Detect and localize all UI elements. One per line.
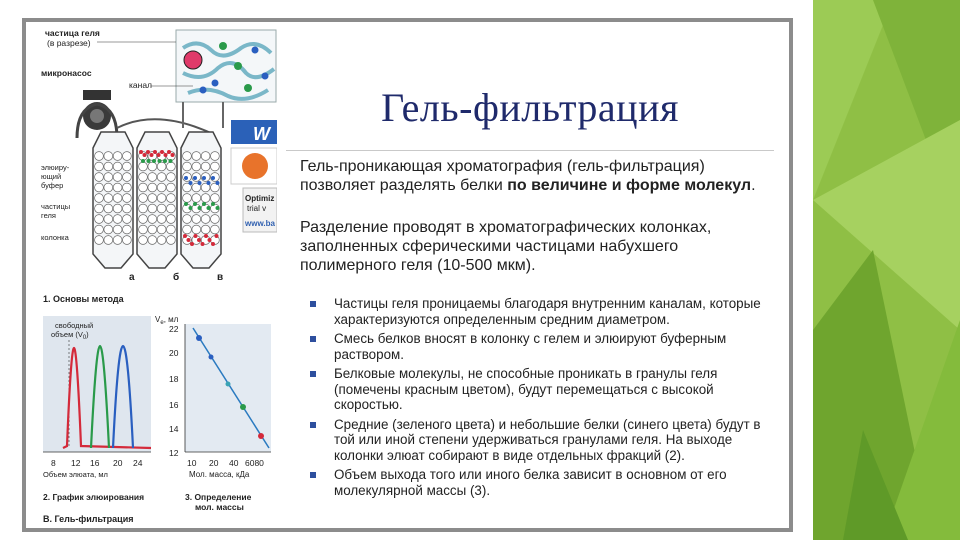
mass-point-blue [196,335,202,341]
micropump-icon [77,90,117,138]
caption-elution: 2. График элюирования [43,492,145,502]
caption-mass-2: мол. массы [195,502,244,512]
y-tick-16: 16 [169,400,179,410]
svg-text:Ve, мл: $V_e$, мл [155,315,179,326]
y-tick-22: 22 [169,324,179,334]
chromatography-columns [93,132,221,268]
label-in-section: (в разрезе) [47,38,91,48]
paragraph-intro: Гель-проникающая хроматография (гель-фильтрация) позволяет разделять белки по величине и форме молекул. [300,158,756,194]
label-channel: канал [129,80,153,90]
svg-text:W: W [253,124,270,144]
caption-mass-1: 3. Определение [185,492,252,502]
decorative-green-sidebar [813,0,960,540]
bullet-square-icon [310,422,316,428]
overlay-text-2: trial v [247,204,267,213]
overlay-text-3: www.ba [245,219,275,228]
list-item: Смесь белков вносят в колонку с гелем и элюируют буферным раствором. [310,331,766,362]
list-item: Средние (зеленого цвета) и небольшие белки (синего цвета) будут в той или иной степени удерживаться гранулами геля. На выходе колонки элюат собирают в виде отдельных фракций (2). [310,417,766,464]
list-item: Белковые молекулы, не способные проникать в гранулы геля (помечены красным цветом), будут перемещаться с высокой скоростью. [310,366,766,413]
column-letter-v: в [217,272,224,283]
column-2 [181,132,221,268]
elution-tick-16: 16 [90,458,100,468]
y-tick-14: 14 [169,424,179,434]
slide-title: Гель-фильтрация [381,85,679,130]
bullet-square-icon [310,371,316,377]
title-divider [286,150,774,151]
bullet-square-icon [310,301,316,307]
column-1 [137,132,177,268]
elution-tick-20: 20 [113,458,123,468]
label-eluting-2: ющий [41,172,62,181]
elution-tick-24: 24 [133,458,143,468]
caption-gel-filtration: В. Гель-фильтрация [43,514,134,524]
label-gel-particle: частица геля [45,28,100,38]
column-letter-b: б [173,272,180,283]
y-tick-18: 18 [169,374,179,384]
elution-axis-label: Объем элюата, мл [43,470,108,479]
gel-filtration-figure [33,28,277,526]
x-tick-20: 20 [209,458,219,468]
trial-overlay [231,120,277,232]
caption-method: 1. Основы метода [43,294,124,304]
list-item: Частицы геля проницаемы благодаря внутренним каналам, которые характеризуются определенным средним диаметром. [310,296,766,327]
y-tick-12: 12 [169,448,179,458]
label-eluting: элюиру- [41,163,70,172]
mass-point-red [258,433,264,439]
label-gel-particles-2: геля [41,211,56,220]
gel-particle-section [176,30,276,102]
label-gel-particles: частицы [41,202,71,211]
paragraph-method: Разделение проводят в хроматографических колонках, заполненных сферическими частицами набухшего полимерного геля (10-500 мкм). [300,219,712,274]
x-tick-40: 40 [229,458,239,468]
overlay-text-1: Optimiz [245,194,275,203]
label-micropump: микронасос [41,68,92,78]
bullet-square-icon [310,472,316,478]
x-tick-6080: 6080 [245,458,264,468]
bullet-list [310,296,766,502]
mass-axis-label: Мол. масса, кДа [189,470,250,479]
elution-tick-12: 12 [71,458,81,468]
x-tick-10: 10 [187,458,197,468]
bullet-square-icon [310,336,316,342]
y-tick-20: 20 [169,348,179,358]
label-buffer: буфер [41,181,64,190]
elution-tick-8: 8 [51,458,56,468]
mass-point-green [240,404,246,410]
column-0 [93,132,133,268]
column-letter-a: а [129,272,135,283]
list-item: Объем выхода того или иного белка зависит в основном от его молекулярной массы (3). [310,467,766,498]
free-volume-label-2: объем $(V_0)$ [51,330,89,341]
free-volume-label: свободный [55,321,94,330]
elution-chart [43,316,151,452]
label-column: колонка [41,233,69,242]
